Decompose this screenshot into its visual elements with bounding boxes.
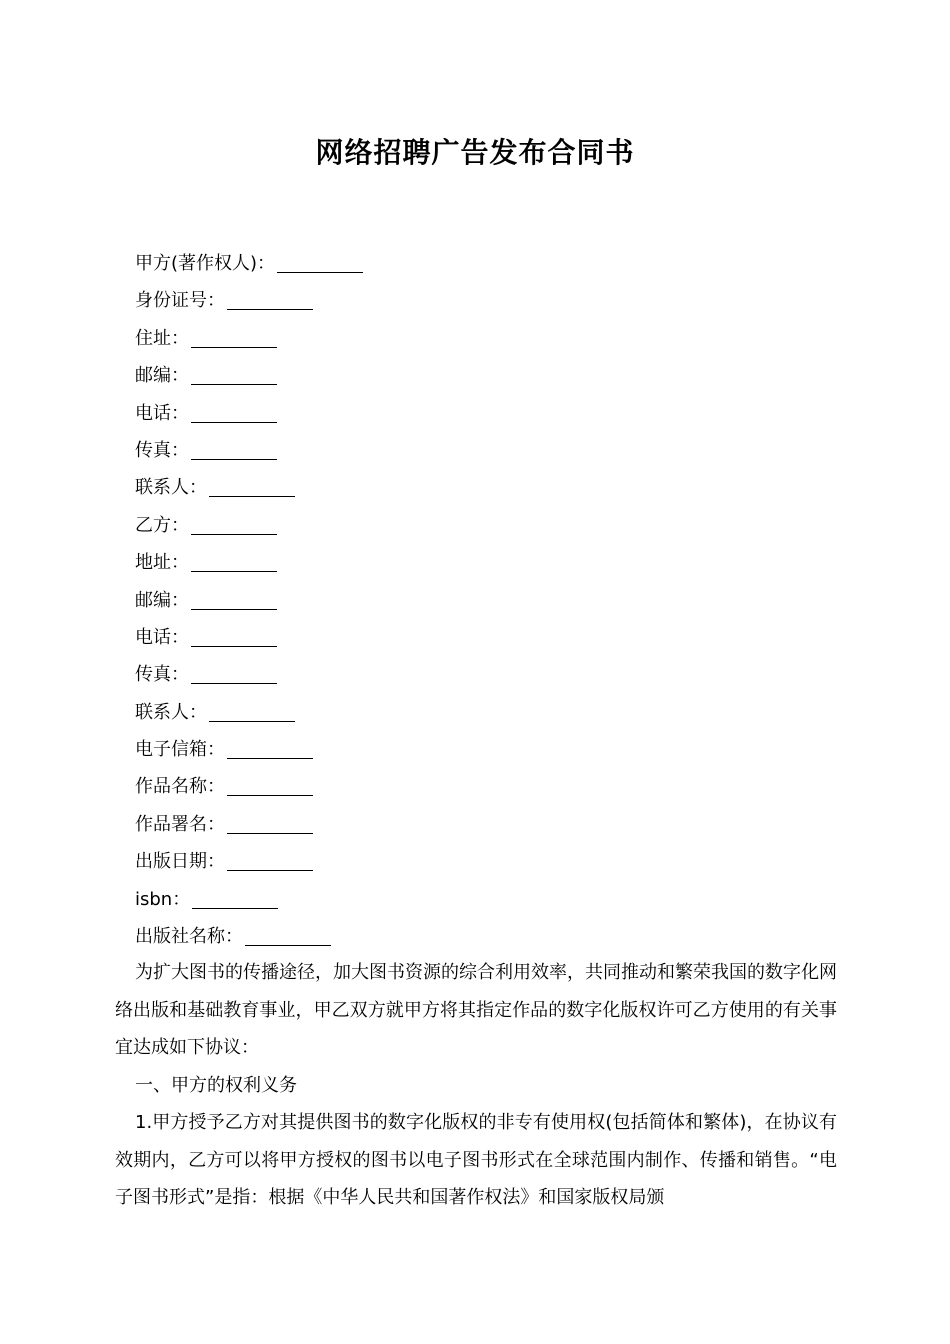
field-work-author — [135, 806, 835, 843]
field-party-b — [135, 507, 835, 544]
blank-line — [191, 512, 277, 535]
field-postcode-a — [135, 357, 835, 394]
document-title: 网络招聘广告发布合同书 — [315, 136, 635, 169]
blank-line — [191, 587, 277, 610]
field-publisher — [135, 918, 835, 955]
field-label: 出版社名称： — [135, 926, 243, 948]
field-address-a — [135, 320, 835, 357]
field-label: 作品名称： — [135, 776, 225, 798]
field-email — [135, 731, 835, 768]
contract-body — [115, 954, 837, 1217]
field-label: 联系人： — [135, 477, 207, 499]
field-label: 电子信箱： — [135, 739, 225, 761]
field-isbn — [135, 881, 835, 918]
blank-line — [191, 325, 277, 348]
field-label: 地址： — [135, 552, 189, 574]
field-label: 联系人： — [135, 701, 207, 723]
blank-line — [227, 848, 313, 871]
contract-field-list — [135, 245, 835, 955]
field-work-title — [135, 768, 835, 805]
field-label: 身份证号： — [135, 290, 225, 312]
field-label: 传真： — [135, 664, 189, 686]
field-label: 邮编： — [135, 589, 189, 611]
field-id-number — [135, 282, 835, 319]
section-heading: 一、甲方的权利义务 — [135, 1074, 297, 1096]
field-label: 邮编： — [135, 365, 189, 387]
blank-line — [227, 287, 313, 310]
field-fax-a — [135, 432, 835, 469]
field-contact-b — [135, 694, 835, 731]
blank-line — [245, 923, 331, 946]
field-label: 电话： — [135, 402, 189, 424]
field-contact-a — [135, 469, 835, 506]
blank-line — [209, 474, 295, 497]
field-label: 电话： — [135, 626, 189, 648]
blank-line — [191, 437, 277, 460]
blank-line — [209, 699, 295, 722]
field-label: 作品署名： — [135, 813, 225, 835]
field-label: 传真： — [135, 439, 189, 461]
field-address-b — [135, 544, 835, 581]
field-label: 甲方(著作权人)： — [135, 253, 276, 274]
blank-line — [192, 886, 278, 909]
blank-line — [277, 250, 363, 273]
field-party-a — [135, 245, 835, 282]
intro-paragraph: 为扩大图书的传播途径，加大图书资源的综合利用效率，共同推动和繁荣我国的数字化网络出版和基础教育事业，甲乙双方就甲方将其指定作品的数字化版权许可乙方使用的有关事宜达成如下协议： — [115, 962, 837, 1058]
blank-line — [191, 549, 277, 572]
blank-line — [191, 661, 277, 684]
field-label: 住址： — [135, 327, 189, 349]
blank-line — [227, 736, 313, 759]
blank-line — [191, 624, 277, 647]
blank-line — [227, 773, 313, 796]
field-fax-b — [135, 656, 835, 693]
clause-paragraph: 1.甲方授予乙方对其提供图书的数字化版权的非专有使用权(包括简体和繁体)，在协议有效期内，乙方可以将甲方授权的图书以电子图书形式在全球范围内制作、传播和销售。“电子图书形式”是指：根据《中华人民共和国著作权法》和国家版权局颁 — [115, 1112, 837, 1208]
field-label: isbn： — [135, 888, 191, 910]
blank-line — [191, 400, 277, 423]
blank-line — [227, 811, 313, 834]
field-postcode-b — [135, 582, 835, 619]
blank-line — [191, 362, 277, 385]
field-label: 乙方： — [135, 514, 189, 536]
field-phone-a — [135, 395, 835, 432]
field-publish-date — [135, 843, 835, 880]
field-label: 出版日期： — [135, 851, 225, 873]
field-phone-b — [135, 619, 835, 656]
